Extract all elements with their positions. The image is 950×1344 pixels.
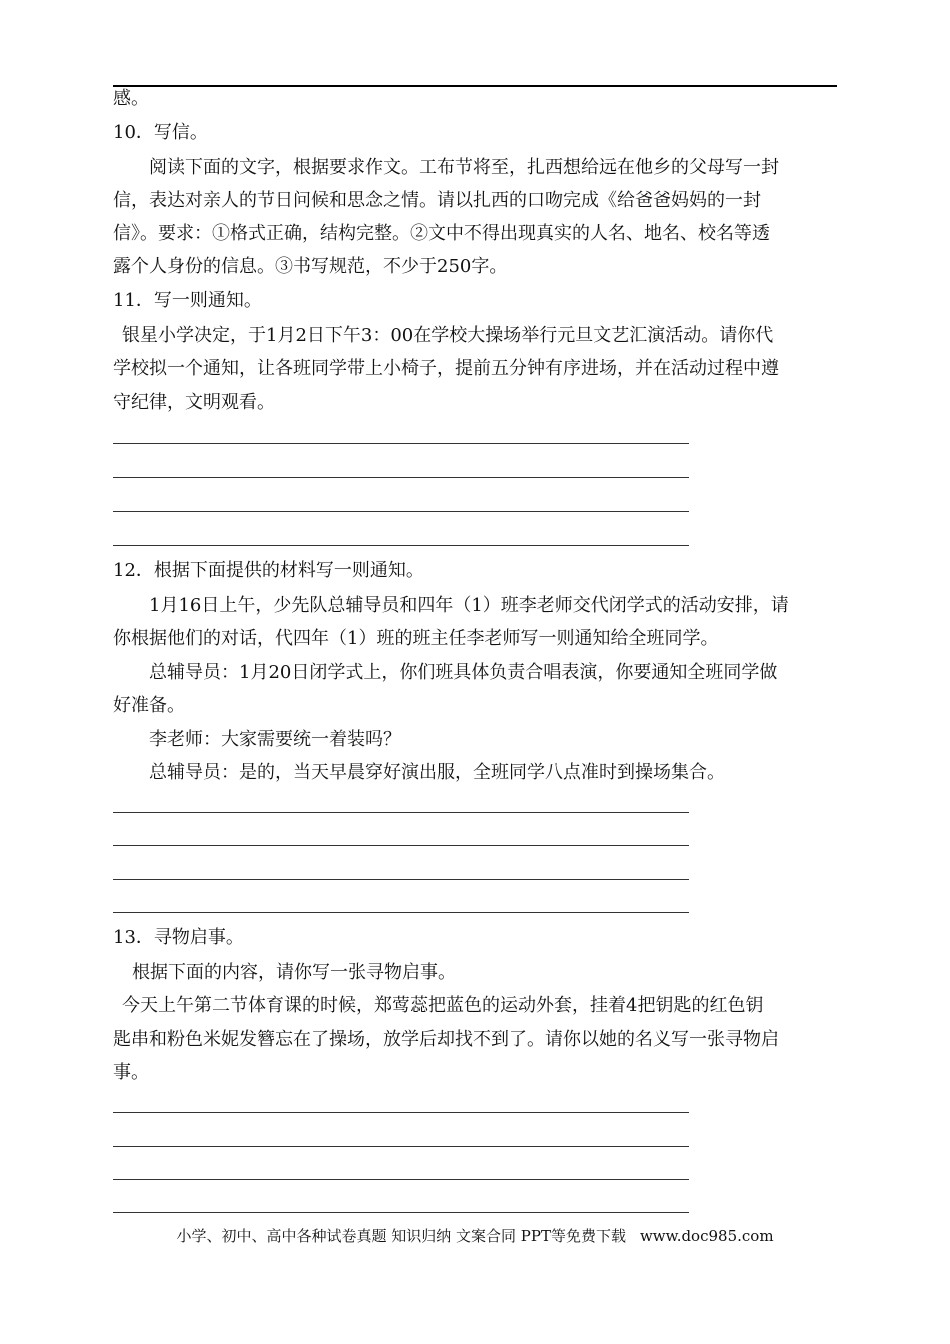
answer-line[interactable] (113, 545, 689, 546)
answer-line[interactable] (113, 879, 689, 880)
question-13-text: 事。 (113, 1062, 149, 1083)
header-rule (113, 85, 837, 87)
question-10-text: 阅读下面的文字，根据要求作文。工布节将至，扎西想给远在他乡的父母写一封 (149, 157, 779, 178)
answer-line[interactable] (113, 1179, 689, 1180)
question-12-text: 1月16日上午，少先队总辅导员和四年（1）班李老师交代闭学式的活动安排，请 (149, 595, 789, 616)
question-13-text: 匙串和粉色米妮发簪忘在了操场，放学后却找不到了。请你以她的名义写一张寻物启 (113, 1029, 779, 1050)
answer-line[interactable] (113, 477, 689, 478)
question-12-text: 总辅导员：1月20日闭学式上，你们班具体负责合唱表演，你要通知全班同学做 (149, 662, 778, 683)
question-11-text: 守纪律，文明观看。 (113, 392, 275, 413)
question-12-text: 李老师：大家需要统一着装吗？ (149, 729, 401, 750)
answer-line[interactable] (113, 812, 689, 813)
question-13-title: 13．寻物启事。 (113, 927, 244, 948)
question-10-text: 信》。要求：①格式正确，结构完整。②文中不得出现真实的人名、地名、校名等透 (113, 223, 770, 244)
question-12-title: 12．根据下面提供的材料写一则通知。 (113, 560, 424, 581)
answer-line[interactable] (113, 511, 689, 512)
answer-line[interactable] (113, 1212, 689, 1213)
answer-line[interactable] (113, 1146, 689, 1147)
answer-line[interactable] (113, 845, 689, 846)
question-13-text: 根据下面的内容，请你写一张寻物启事。 (132, 962, 456, 983)
question-12-text: 好准备。 (113, 695, 185, 716)
question-10-text: 露个人身份的信息。③书写规范，不少于250字。 (113, 256, 508, 277)
question-12-text: 你根据他们的对话，代四年（1）班的班主任李老师写一则通知给全班同学。 (113, 628, 719, 649)
answer-line[interactable] (113, 443, 689, 444)
answer-line[interactable] (113, 912, 689, 913)
question-10-title: 10．写信。 (113, 122, 208, 143)
question-11-text: 学校拟一个通知，让各班同学带上小椅子，提前五分钟有序进场，并在活动过程中遵 (113, 358, 779, 379)
question-12-text: 总辅导员：是的，当天早晨穿好演出服，全班同学八点准时到操场集合。 (149, 762, 725, 783)
question-13-text: 今天上午第二节体育课的时候，郑莺蕊把蓝色的运动外套，挂着4把钥匙的红色钥 (122, 995, 764, 1016)
footer-text: 小学、初中、高中各种试卷真题 知识归纳 文案合同 PPT等免费下载 (176, 1227, 626, 1245)
question-11-title: 11．写一则通知。 (113, 290, 262, 311)
answer-line[interactable] (113, 1112, 689, 1113)
page-footer (0, 1226, 950, 1246)
footer-url[interactable]: www.doc985.com (639, 1227, 774, 1245)
question-10-text: 信，表达对亲人的节日问候和思念之情。请以扎西的口吻完成《给爸爸妈妈的一封 (113, 190, 761, 211)
question-11-text: 银星小学决定，于1月2日下午3：00在学校大操场举行元旦文艺汇演活动。请你代 (122, 325, 774, 346)
continued-text: 感。 (113, 88, 149, 109)
